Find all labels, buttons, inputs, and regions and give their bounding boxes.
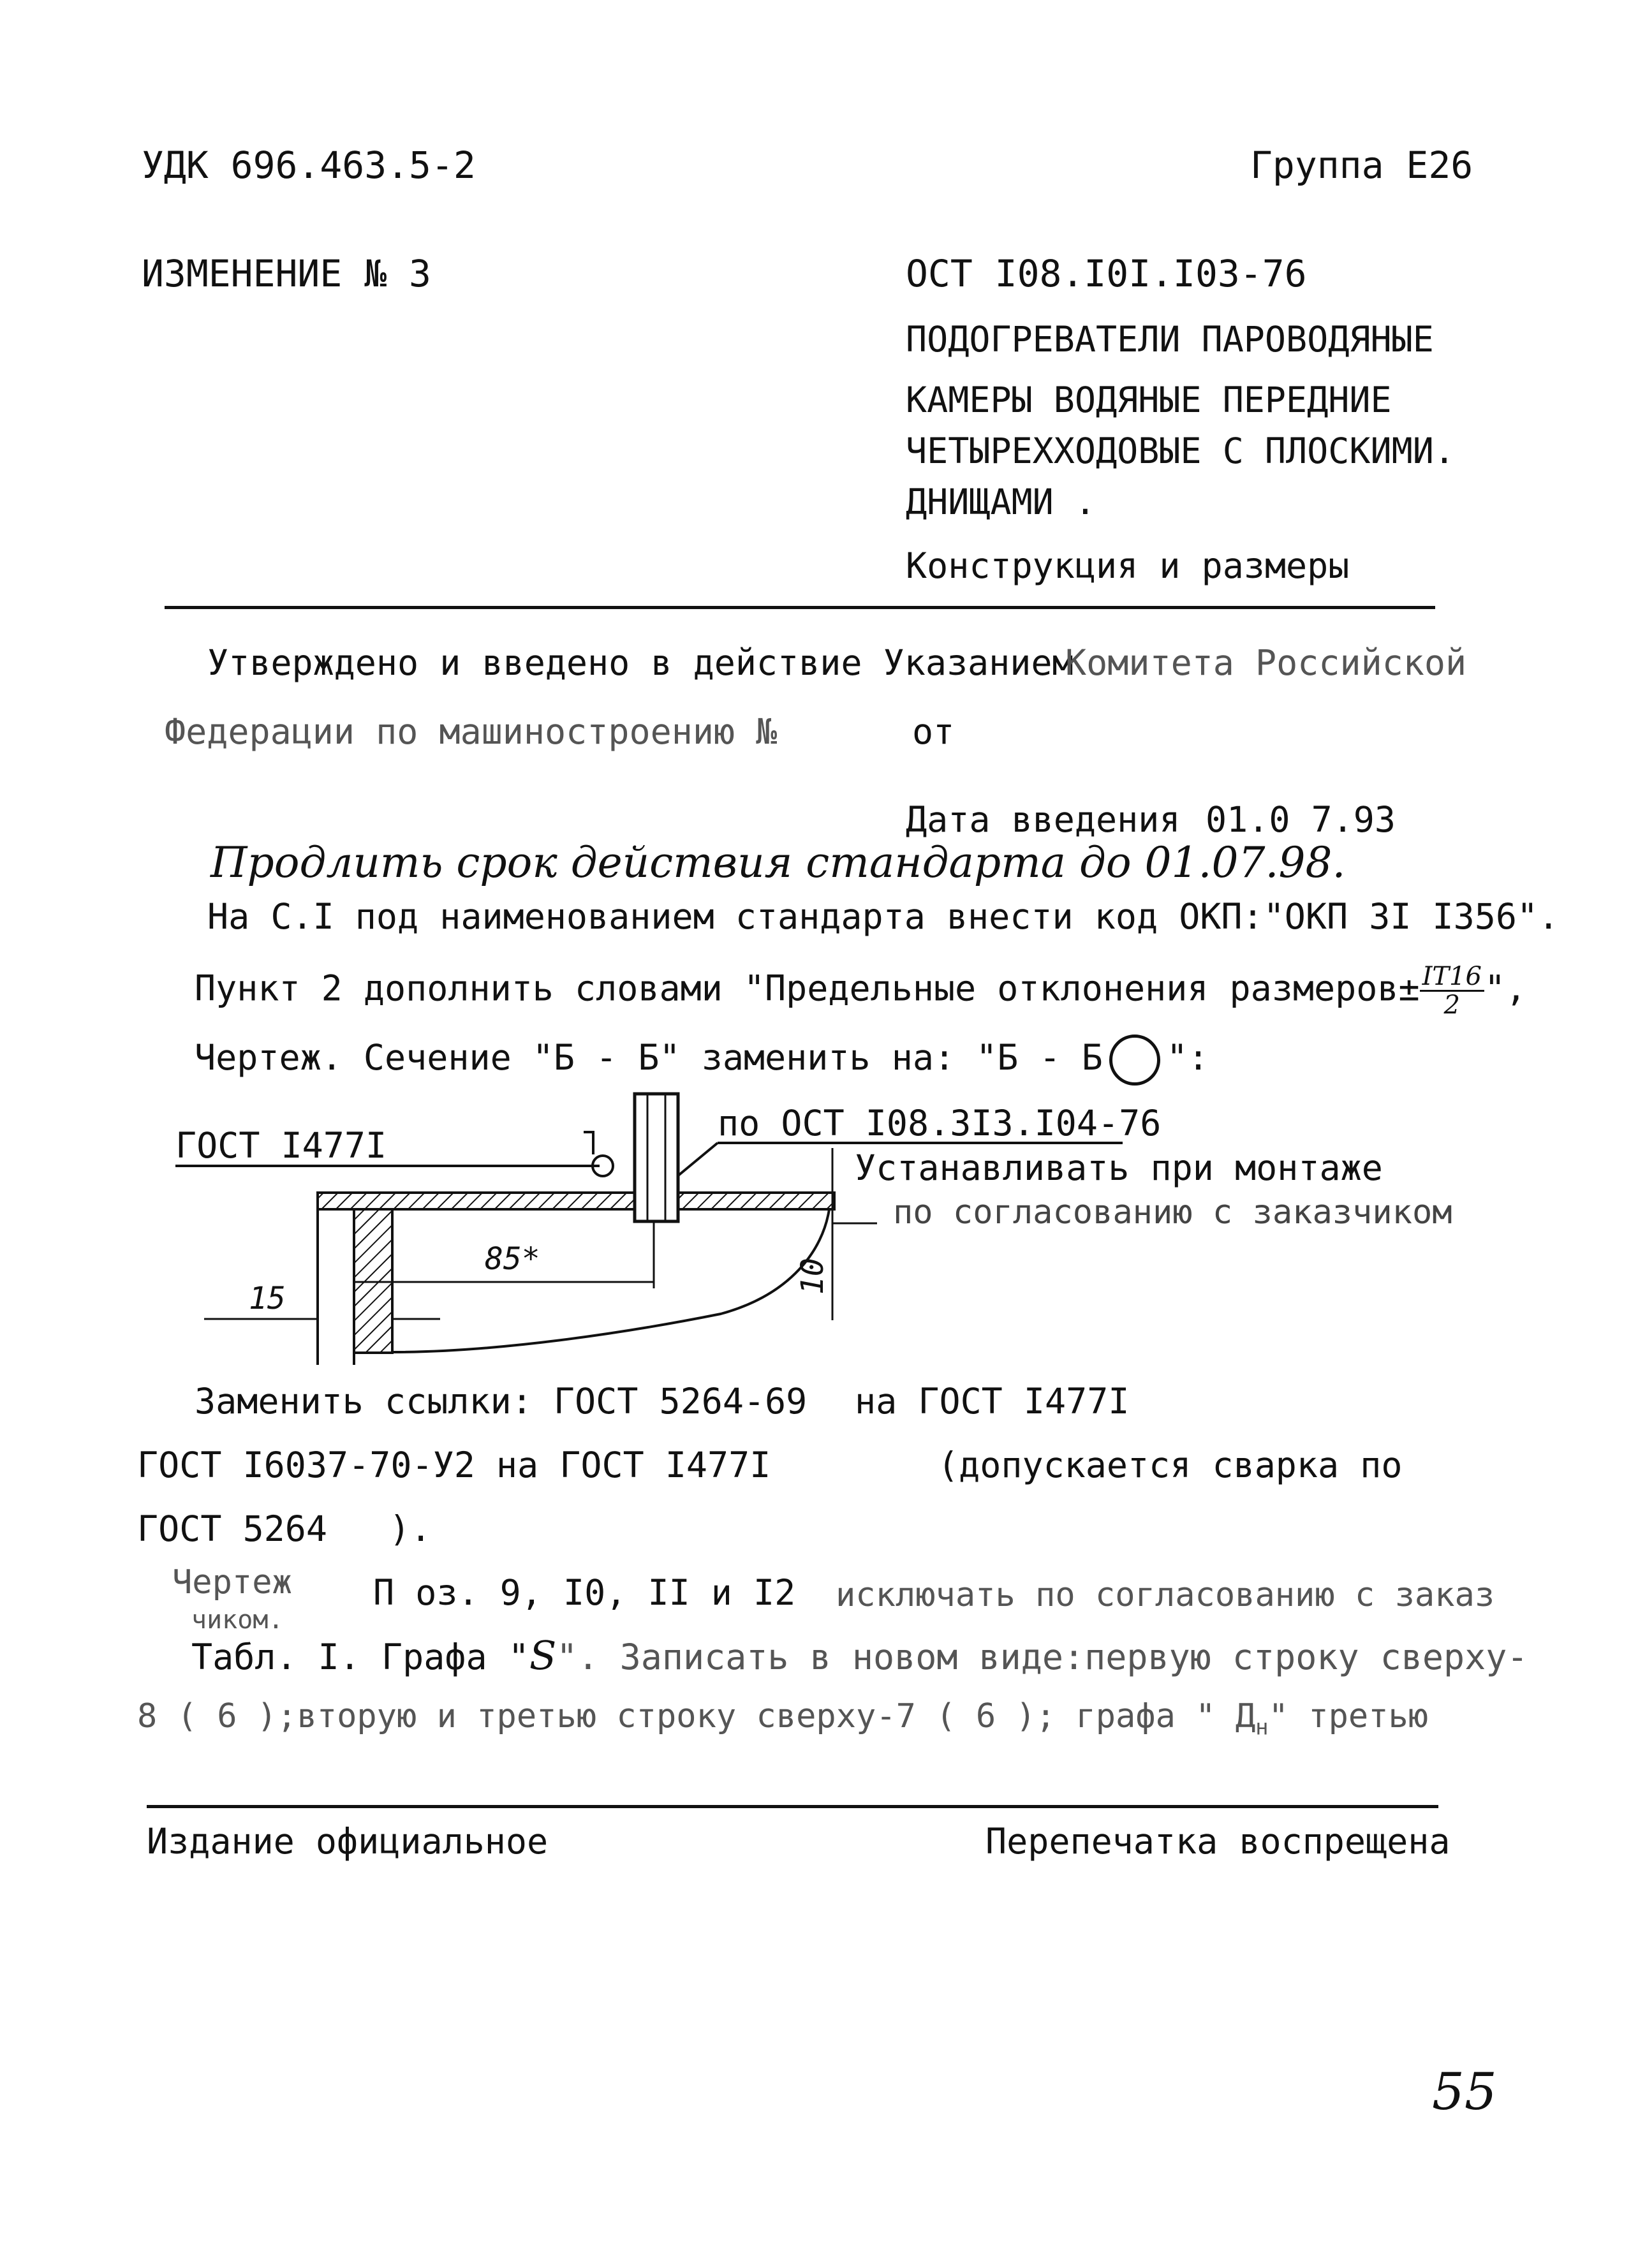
reprint-notice: Перепечатка воспрещена (985, 1821, 1450, 1862)
table-line-1 (191, 1632, 1528, 1679)
ost-code: ОСТ I08.I0I.I03-76 (906, 252, 1307, 295)
dimension-85-label: 85* (485, 1241, 540, 1277)
gost-16037-a: ГОСТ I6037-70-У2 на ГОСТ I477I (137, 1445, 771, 1485)
official-edition: Издание официальное (147, 1821, 549, 1862)
clause-2-text: Пункт 2 дополнить словами "Предельные отклонения размеров (195, 968, 1399, 1009)
table-line-2b: " третью (1268, 1697, 1429, 1735)
curved-contour (392, 1209, 829, 1352)
approval-line-1b: Комитета Российской (1065, 642, 1467, 683)
weld-symbol-hook (584, 1132, 593, 1154)
tolerance-denominator: 2 (1443, 990, 1460, 1020)
page-number: 55 (1432, 2062, 1497, 2121)
okp-code-line: На С.I под наименованием стандарта внести код ОКП:"ОКП 3I I356". (207, 896, 1560, 937)
customer-wrap: чиком. (191, 1605, 284, 1635)
positions-note: исключать по согласованию с заказ (836, 1576, 1495, 1614)
approval-line-2b: от (912, 711, 955, 752)
dimension-15-label: 15 (249, 1281, 286, 1316)
positions: П оз. 9, I0, II и I2 (373, 1572, 796, 1613)
drawing-label: Чертеж (172, 1563, 292, 1602)
handwritten-extension-note: Продлить срок действия стандарта до 01.07.98. (210, 838, 1346, 887)
title-line-1: ПОДОГРЕВАТЕЛИ ПАРОВОДЯНЫЕ (906, 319, 1434, 360)
gost-16037-b: (допускается сварка по (938, 1445, 1403, 1485)
label-gost-14771: ГОСТ I477I (175, 1125, 387, 1166)
change-number: ИЗМЕНЕНИЕ № 3 (142, 252, 431, 295)
subtitle: Конструкция и размеры (906, 545, 1350, 586)
stud-element (635, 1094, 678, 1221)
date-value: 01.0 7.93 (1206, 799, 1396, 840)
table-line-2-sub: н (1255, 1714, 1269, 1741)
gost-5264: ГОСТ 5264 (137, 1508, 328, 1549)
label-install-2: по согласованию с заказчиком (893, 1193, 1452, 1232)
udk-code: УДК 696.463.5-2 (142, 144, 476, 187)
replace-links-a: Заменить ссылки: ГОСТ 5264-69 (195, 1381, 808, 1422)
gost-5264-close: ). (389, 1508, 432, 1549)
footer-rule (147, 1805, 1438, 1808)
table-s-symbol: S (529, 1632, 557, 1679)
group-code: Группа Е26 (1250, 144, 1473, 187)
tolerance-close: ", (1484, 968, 1527, 1009)
table-line-2a: 8 ( 6 );вторую и третью строку сверху-7 ( 6 ); графа " Д (137, 1697, 1256, 1735)
title-line-2: КАМЕРЫ ВОДЯНЫЕ ПЕРЕДНИЕ (906, 379, 1392, 420)
label-ost-reference: по ОСТ I08.3I3.I04-76 (718, 1103, 1162, 1144)
tolerance-numerator: IT16 (1420, 963, 1484, 992)
tolerance-sign: ± (1398, 968, 1420, 1009)
table-text-b: ". Записать в новом виде:первую строку сверху- (556, 1637, 1528, 1677)
dimension-10-label: 10 (795, 1258, 830, 1295)
table-line-2 (137, 1697, 1429, 1741)
approval-line-1a: Утверждено и введено в действие Указанием (207, 642, 1074, 683)
date-label: Дата введения (906, 799, 1181, 840)
replace-links-b: на ГОСТ I477I (855, 1381, 1130, 1422)
section-replace-text: Чертеж. Сечение "Б - Б" заменить на: "Б - Б (195, 1037, 1103, 1079)
title-line-3: ЧЕТЫРЕХХОДОВЫЕ С ПЛОСКИМИ. (906, 431, 1455, 471)
approval-line-2a: Федерации по машиностроению № (165, 711, 778, 752)
section-replace-close: ": (1166, 1037, 1209, 1079)
table-text-a: Табл. I. Графа " (191, 1637, 529, 1677)
label-install-1: Устанавливать при монтаже (855, 1147, 1383, 1188)
title-line-4: ДНИЩАМИ . (906, 482, 1096, 522)
flat-plate (318, 1193, 834, 1209)
